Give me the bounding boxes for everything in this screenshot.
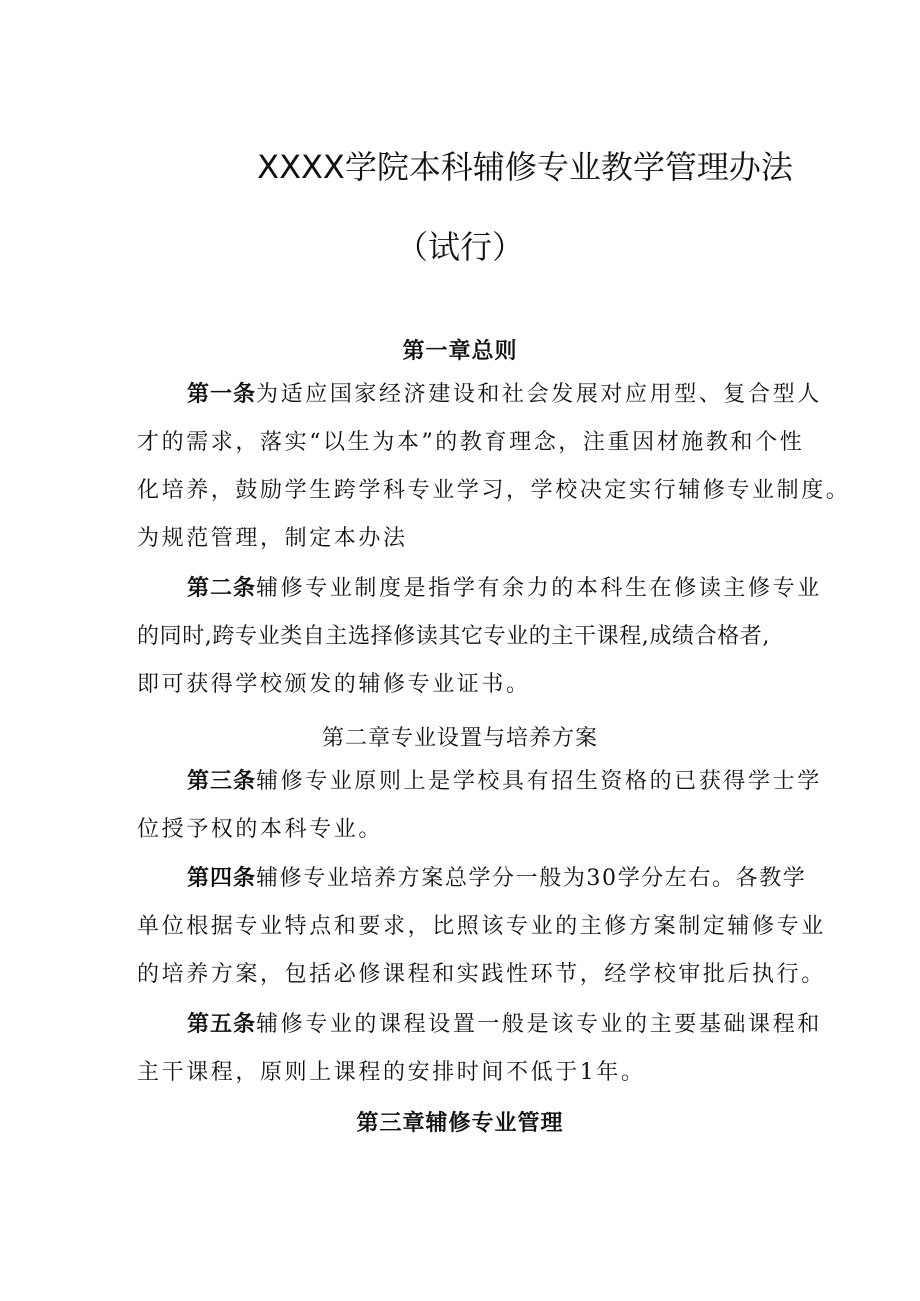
article-2-text-line: 的同时,跨专业类自主选择修读其它专业的主干课程,成绩合格者, [137, 624, 770, 649]
article-5-text-line: 辅修专业的课程设置一般是该专业的主要基础课程和 [256, 1012, 822, 1037]
article-1-text-line: 才的需求，落实“以生为本”的教育理念，注重因材施教和个性 [137, 430, 805, 455]
article-5 [137, 1000, 822, 1097]
article-4-text-line: 单位根据专业特点和要求，比照该专业的主修方案制定辅修专业 [137, 914, 826, 939]
article-2-text-line: 辅修专业制度是指学有余力的本科生在修读主修专业 [256, 576, 822, 601]
article-5-label: 第五条 [187, 1011, 257, 1037]
article-4-text-line: 辅修专业培养方案总学分一般为30学分左右。各教学 [256, 866, 807, 891]
article-4-text-line: 的培养方案，包括必修课程和实践性环节，经学校审批后执行。 [137, 962, 826, 987]
article-1-text-line: 化培养，鼓励学生跨学科专业学习，学校决定实行辅修专业制度。 [137, 478, 851, 503]
article-2 [137, 564, 822, 709]
article-1-text-line: 为规范管理，制定本办法 [137, 526, 408, 551]
article-4-label: 第四条 [187, 865, 257, 891]
article-2-label: 第二条 [187, 575, 257, 601]
chapter-1-heading: 第一章总则 [402, 338, 518, 364]
article-3 [137, 757, 822, 854]
article-1 [137, 370, 851, 563]
article-4 [137, 854, 826, 999]
document-subtitle: （试行） [395, 228, 524, 266]
article-3-label: 第三条 [187, 768, 257, 794]
chapter-2-heading: 第二章专业设置与培养方案 [321, 726, 598, 751]
chapter-3-heading: 第三章辅修专业管理 [356, 1110, 564, 1136]
article-3-text-line: 位授予权的本科专业。 [137, 817, 384, 842]
article-5-text-line: 主干课程，原则上课程的安排时间不低于1年。 [137, 1060, 646, 1085]
article-2-text-line: 即可获得学校颁发的辅修专业证书。 [137, 672, 531, 697]
article-1-label: 第一条 [187, 381, 257, 407]
article-1-text-line: 为适应国家经济建设和社会发展对应用型、复合型人 [256, 382, 822, 407]
article-3-text-line: 辅修专业原则上是学校具有招生资格的已获得学士学 [256, 769, 822, 794]
document-title: XXXX学院本科辅修专业教学管理办法 [257, 148, 793, 186]
